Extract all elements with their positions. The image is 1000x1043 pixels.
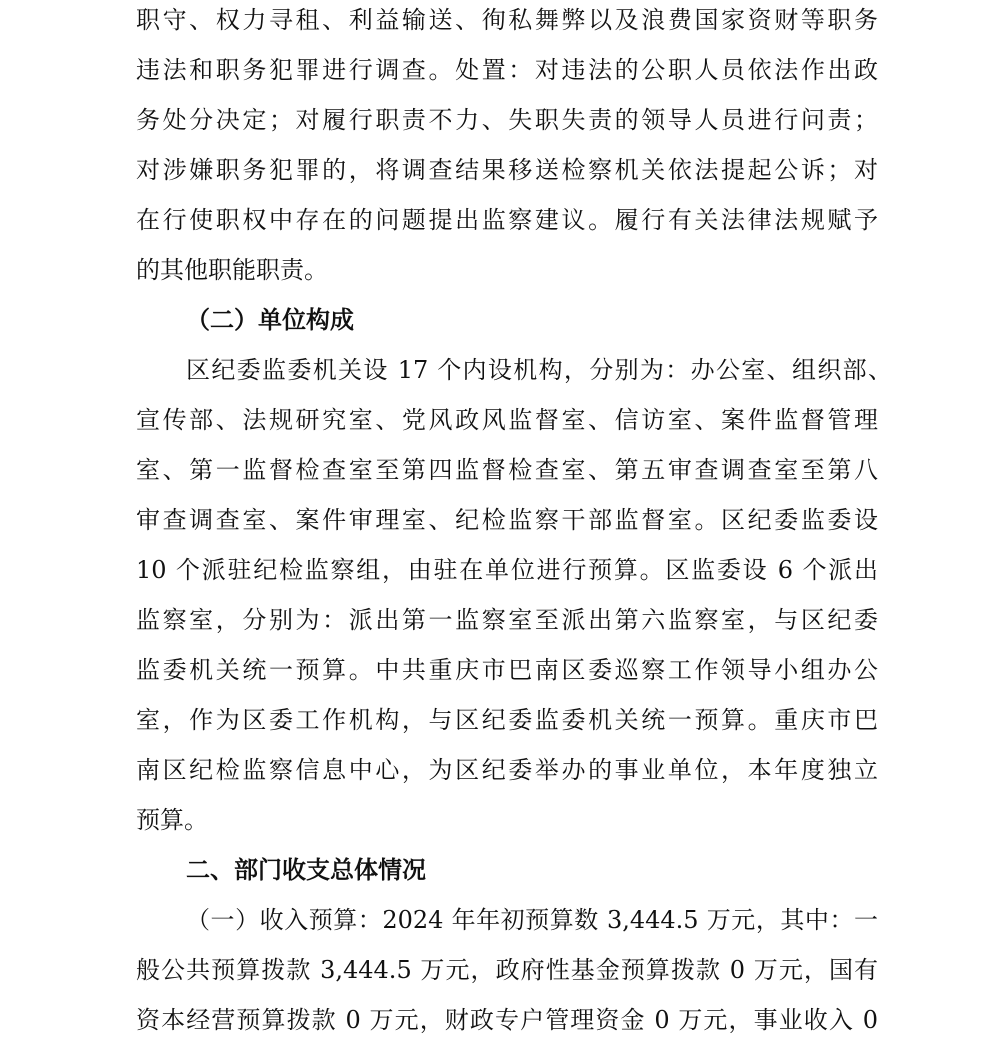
paragraph-line: 资本经营预算拨款 0 万元，财政专户管理资金 0 万元，事业收入 0 xyxy=(136,1006,878,1034)
paragraph-line: 宣传部、法规研究室、党风政风监督室、信访室、案件监督管理 xyxy=(136,406,878,434)
paragraph-line: 般公共预算拨款 3,444.5 万元，政府性基金预算拨款 0 万元，国有 xyxy=(136,956,878,984)
paragraph-line: 违法和职务犯罪进行调查。处置：对违法的公职人员依法作出政 xyxy=(136,56,878,84)
paragraph-line: 南区纪检监察信息中心，为区纪委举办的事业单位，本年度独立 xyxy=(136,756,878,784)
paragraph-line: 监察室，分别为：派出第一监察室至派出第六监察室，与区纪委 xyxy=(136,606,878,634)
paragraph-line: 室，作为区委工作机构，与区纪委监委机关统一预算。重庆市巴 xyxy=(136,706,878,734)
paragraph-line: 预算。 xyxy=(136,806,208,834)
paragraph-line: 审查调查室、案件审理室、纪检监察干部监督室。区纪委监委设 xyxy=(136,506,878,534)
section-heading-unit-composition: （二）单位构成 xyxy=(186,305,354,334)
paragraph-line: 室、第一监督检查室至第四监督检查室、第五审查调查室至第八 xyxy=(136,456,878,484)
paragraph-line: 的其他职能职责。 xyxy=(136,256,328,284)
paragraph-line: 职守、权力寻租、利益输送、徇私舞弊以及浪费国家资财等职务 xyxy=(136,6,878,34)
paragraph-line: 对涉嫌职务犯罪的，将调查结果移送检察机关依法提起公诉；对 xyxy=(136,156,878,184)
section-heading-budget-overview: 二、部门收支总体情况 xyxy=(186,855,426,884)
paragraph-line: （一）收入预算：2024 年年初预算数 3,444.5 万元，其中：一 xyxy=(186,906,878,934)
paragraph-line: 监委机关统一预算。中共重庆市巴南区委巡察工作领导小组办公 xyxy=(136,656,878,684)
paragraph-line: 区纪委监委机关设 17 个内设机构，分别为：办公室、组织部、 xyxy=(186,356,892,384)
paragraph-line: 在行使职权中存在的问题提出监察建议。履行有关法律法规赋予 xyxy=(136,206,878,234)
paragraph-line: 务处分决定；对履行职责不力、失职失责的领导人员进行问责； xyxy=(136,106,878,134)
paragraph-line: 10 个派驻纪检监察组，由驻在单位进行预算。区监委设 6 个派出 xyxy=(136,556,878,584)
